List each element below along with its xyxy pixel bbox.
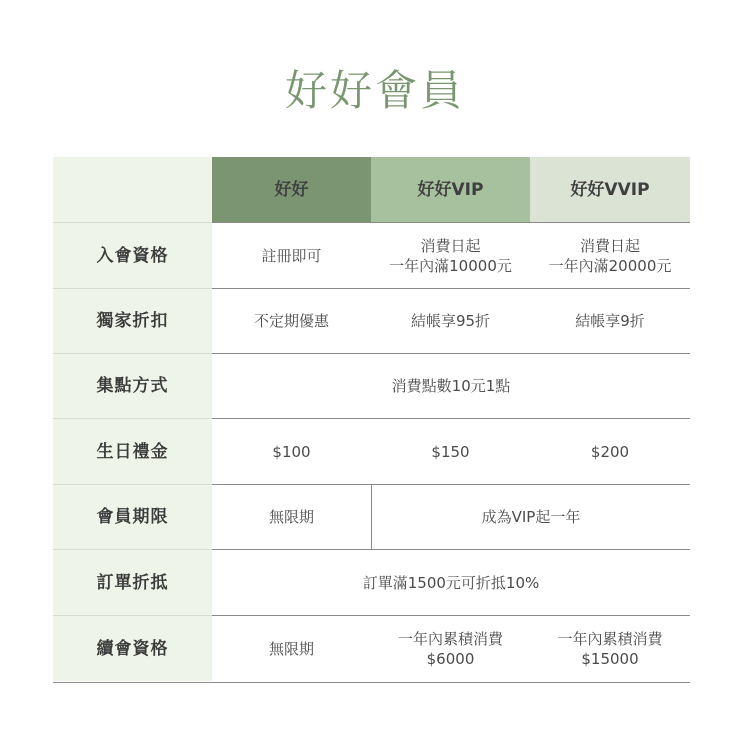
renewal-tier1: 無限期 (212, 615, 371, 681)
birthday-tier2: $150 (371, 418, 530, 484)
term-tier1: 無限期 (212, 484, 371, 549)
page-title: 好好會員 (284, 66, 465, 115)
row-label-term: 會員期限 (53, 484, 212, 549)
admission-tier2 (371, 222, 530, 288)
discount-tier1: 不定期優惠 (212, 288, 371, 353)
admission-tier1: 註冊即可 (212, 222, 371, 288)
row-label-renewal: 續會資格 (53, 615, 212, 681)
renewal-tier3-line2: $15000 (581, 649, 639, 668)
membership-table (53, 157, 690, 683)
row-label-discount: 獨家折扣 (53, 288, 212, 353)
header-tier-vip: 好好VIP (371, 157, 530, 222)
birthday-tier1: $100 (212, 418, 371, 484)
renewal-tier3 (530, 615, 690, 681)
header-tier-haohao: 好好 (212, 157, 371, 222)
birthday-tier3: $200 (530, 418, 690, 484)
row-label-admission: 入會資格 (53, 222, 212, 288)
renewal-tier2-line2: $6000 (426, 649, 475, 668)
admission-tier2-line1: 消費日起 (420, 236, 481, 255)
admission-tier2-line2: 一年內滿10000元 (389, 256, 512, 275)
row-label-order-discount: 訂單折抵 (53, 549, 212, 615)
points-all-tiers: 消費點數10元1點 (212, 353, 690, 418)
row-label-birthday: 生日禮金 (53, 418, 212, 484)
header-corner (53, 157, 212, 222)
admission-tier3-line2: 一年內滿20000元 (548, 256, 672, 275)
renewal-tier3-line1: 一年內累積消費 (557, 629, 663, 648)
renewal-tier2 (371, 615, 530, 681)
admission-tier3-line1: 消費日起 (579, 236, 640, 255)
renewal-tier2-line1: 一年內累積消費 (397, 629, 503, 648)
term-tier23: 成為VIP起一年 (371, 484, 690, 549)
row-label-points: 集點方式 (53, 353, 212, 418)
admission-tier3 (530, 222, 690, 288)
order-discount-all-tiers: 訂單滿1500元可折抵10% (212, 549, 690, 615)
discount-tier2: 結帳享95折 (371, 288, 530, 353)
discount-tier3: 結帳享9折 (530, 288, 690, 353)
header-tier-vvip: 好好VVIP (530, 157, 690, 222)
